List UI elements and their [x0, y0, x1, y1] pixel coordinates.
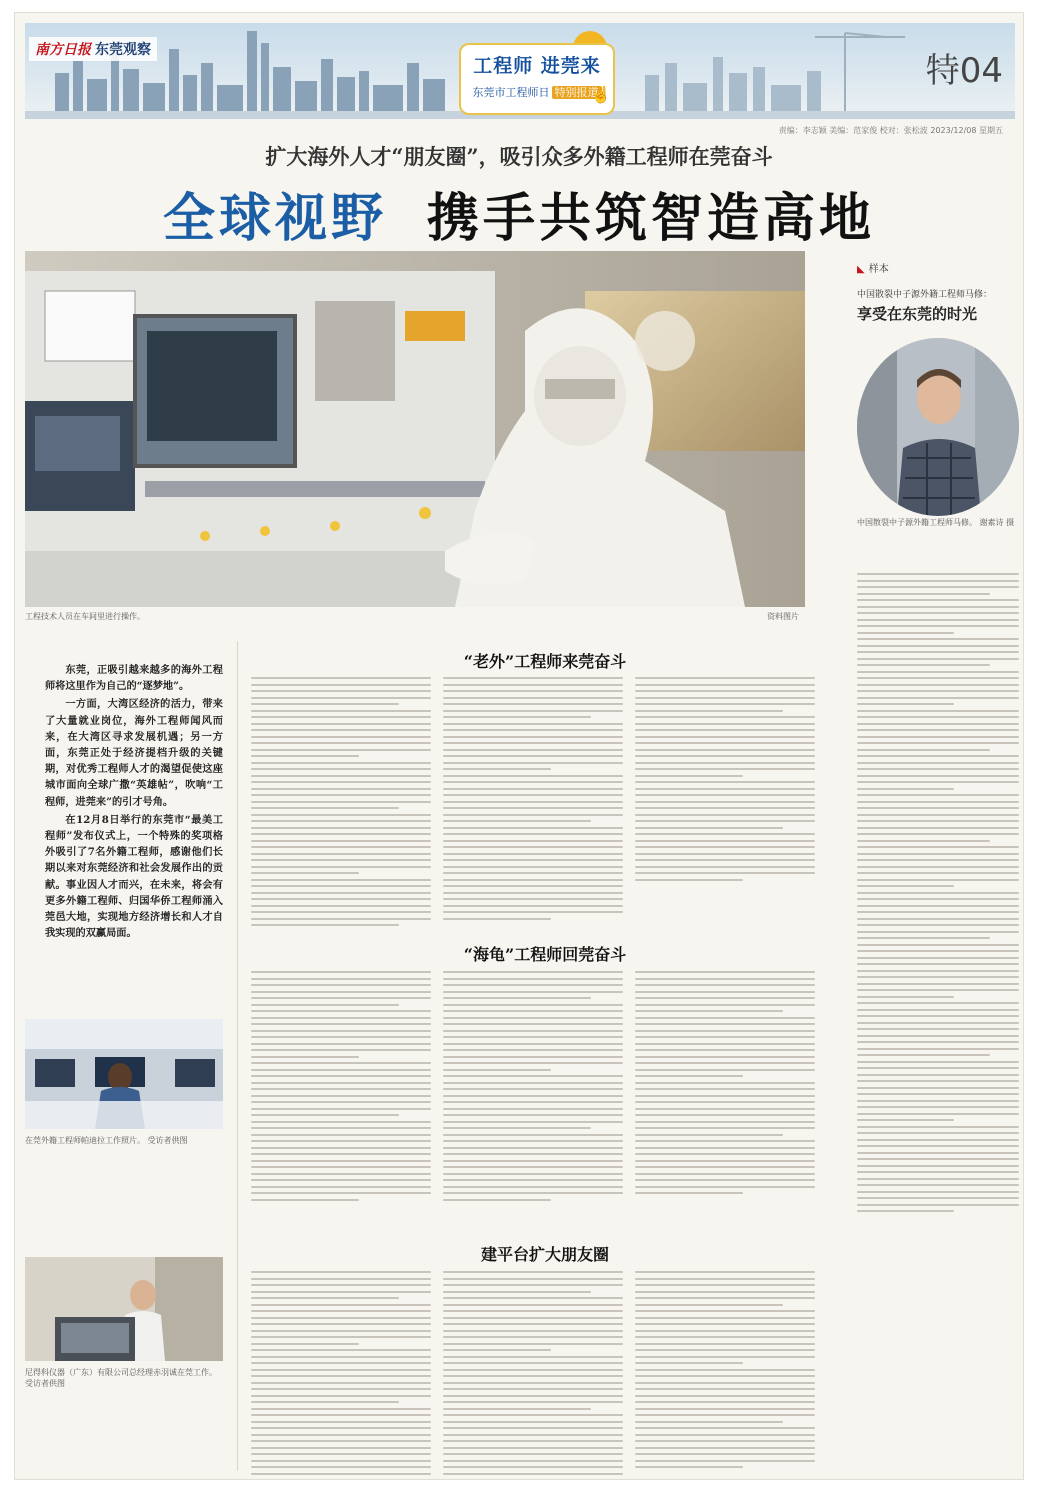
- sidebar-subtitle: 中国散裂中子源外籍工程师马修：: [857, 290, 993, 300]
- sidebar-title: 享受在东莞的时光: [857, 305, 978, 323]
- engineer-portrait: [857, 338, 1019, 516]
- body-column: [251, 971, 431, 1205]
- headline-black: 携手共筑智造高地: [427, 188, 876, 249]
- hero-photo: [25, 251, 805, 607]
- portrait-caption: 中国散裂中子源外籍工程师马修。 谢素诗 摄: [857, 518, 1015, 527]
- page-number: 特04: [925, 51, 1003, 91]
- intro-paragraph: 在12月8日举行的东莞市“最美工程师”发布仪式上，一个特殊的奖项格外吸引了7名外籍工程师，感谢他们长期以来对东莞经济和社会发展作出的贡献。事业因人才而兴，在未来，将会有更多外籍工程师、归国华侨工程师涌入莞邑大地，实现地方经济增长和人才自我实现的双赢局面。: [45, 813, 223, 940]
- badge-title: 工程师 进莞来: [473, 55, 601, 77]
- body-column: [635, 1271, 815, 1473]
- brand-section: 东莞观察: [95, 42, 151, 58]
- main-headline: [15, 176, 1023, 251]
- sidebar-label: [857, 260, 889, 275]
- section-heading: “海龟”工程师回莞奋斗: [463, 945, 627, 964]
- manager-photo: [25, 1257, 223, 1361]
- badge-tag: 特别报道: [552, 86, 602, 99]
- section-heading: 建平台扩大朋友圈: [480, 1245, 609, 1264]
- intro-paragraph: 东莞，正吸引越来越多的海外工程师将这里作为自己的“逐梦地”。: [45, 664, 223, 693]
- hero-credit: 资料图片: [767, 612, 799, 621]
- credits-line: 责编：李志颖 美编：范家俊 校对：张松波 2023/12/08 星期五: [778, 126, 1003, 135]
- body-column: [251, 1271, 431, 1479]
- body-column: [443, 971, 623, 1205]
- newspaper-brand: [29, 37, 157, 61]
- sidebar-label-text: 样本: [868, 264, 889, 275]
- sidebar-body-text: [857, 573, 1019, 1217]
- badge-sub-text: 东莞市工程师日: [472, 86, 550, 99]
- engineer-desk-photo: [25, 1019, 223, 1129]
- body-column: [443, 1271, 623, 1479]
- masthead: [25, 23, 1015, 135]
- event-badge: [459, 43, 615, 115]
- brand-logo-text: 南方日报: [35, 42, 91, 58]
- newspaper-page: [14, 12, 1024, 1480]
- intro-paragraph: 一方面，大湾区经济的活力，带来了大量就业岗位，海外工程师闻风而来，在大湾区寻求发展机遇；另一方面，东莞正处于经济提档升级的关键期，对优秀工程师人才的渴望促使这座城市面向全球广撒“英雄帖”，吹响“工程师，进莞来”的引才号角。: [45, 698, 223, 808]
- body-column: [443, 677, 623, 924]
- manager-photo-caption: 尼得科仪器（广东）有限公司总经理赤羽诚在莞工作。 受访者供图: [25, 1368, 217, 1388]
- kicker-headline: 扩大海外人才“朋友圈”，吸引众多外籍工程师在莞奋斗: [265, 144, 773, 169]
- section-heading: “老外”工程师来莞奋斗: [463, 652, 627, 671]
- label-flag-icon: ◣: [857, 264, 865, 275]
- intro-column: [45, 662, 223, 943]
- column-divider: [237, 641, 238, 1471]
- body-column: [635, 677, 815, 885]
- desk-photo-caption: 在莞外籍工程师帕迪拉工作照片。 受访者供图: [25, 1136, 188, 1145]
- hero-caption: 工程技术人员在车间里进行操作。: [25, 612, 145, 621]
- body-column: [251, 677, 431, 931]
- headline-blue: 全球视野: [162, 188, 387, 249]
- body-column: [635, 971, 815, 1199]
- pointer-icon: ☝: [591, 85, 611, 104]
